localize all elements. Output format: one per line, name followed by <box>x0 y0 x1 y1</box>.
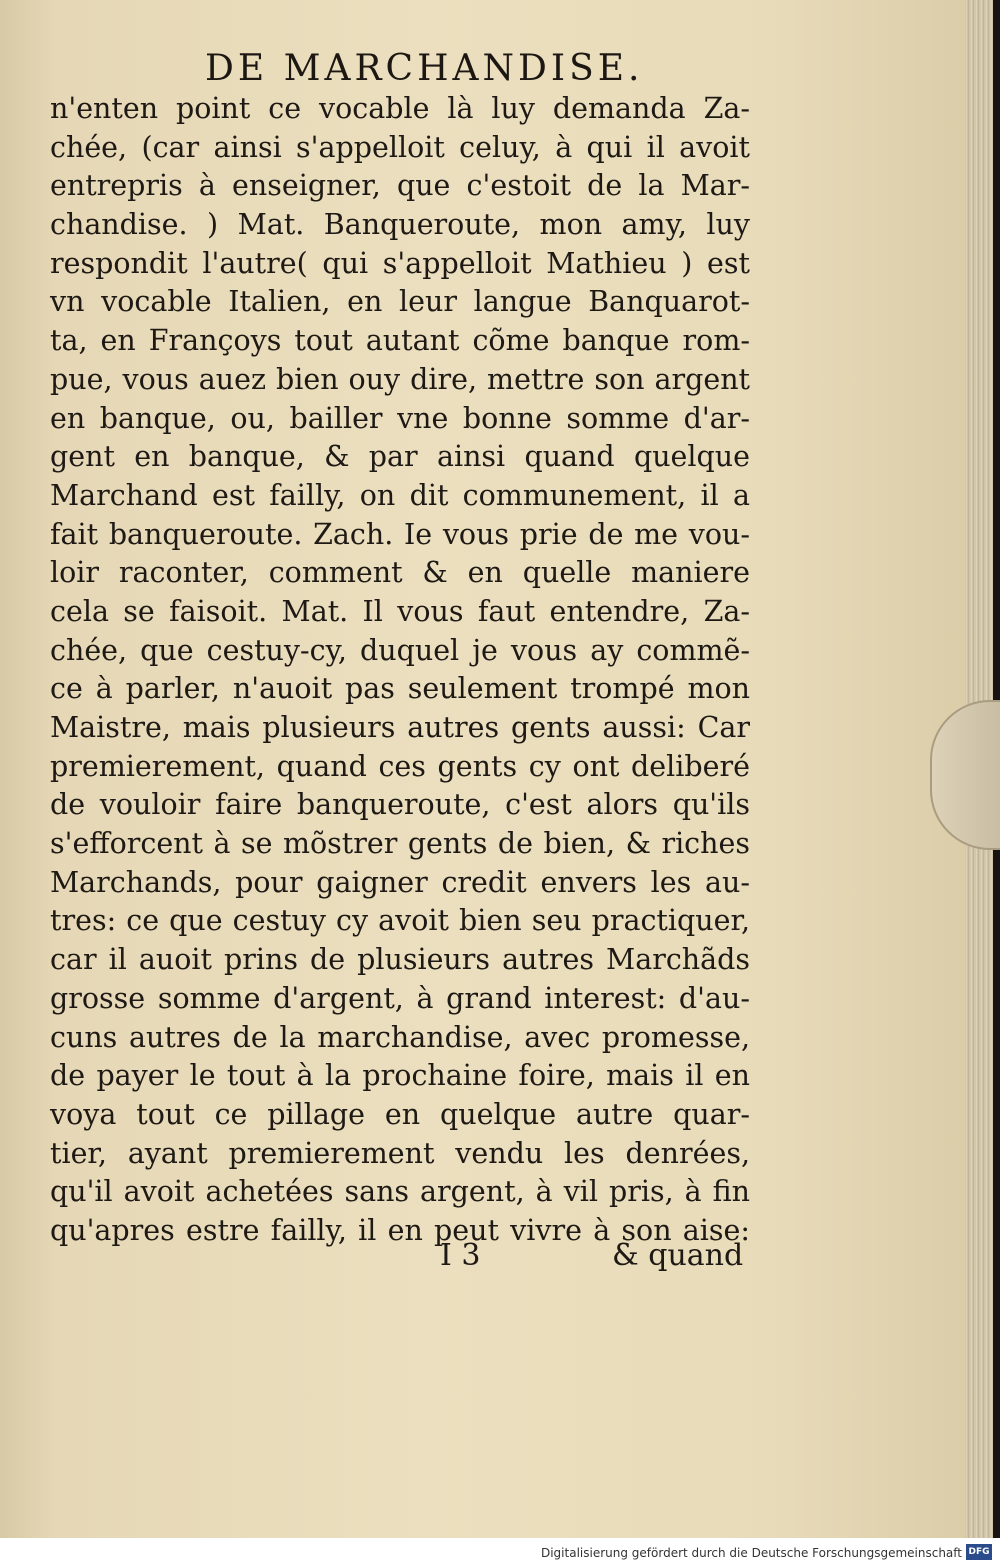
running-head: DE MARCHANDISE. <box>205 48 644 89</box>
text-line: grosse somme d'argent, à grand interest: d'au- <box>50 981 750 1015</box>
dfg-logo-icon: DFG <box>966 1544 992 1560</box>
text-line: de payer le tout à la prochaine foire, mais il en <box>50 1059 750 1093</box>
text-line: fait banqueroute. Zach. Ie vous prie de me vou- <box>50 517 750 551</box>
text-line: qu'apres estre failly, il en peut vivre à son aise: <box>50 1213 750 1247</box>
text-line: cela se faisoit. Mat. Il vous faut entendre, Za- <box>50 594 750 628</box>
signature-mark: I 3 <box>440 1238 481 1273</box>
text-line: gent en banque, & par ainsi quand quelque <box>50 440 750 474</box>
text-line: entrepris à enseigner, que c'estoit de la Mar- <box>50 169 750 203</box>
text-line: Maistre, mais plusieurs autres gents aussi: Car <box>50 711 750 744</box>
text-line: pue, vous auez bien ouy dire, mettre son argent <box>50 362 750 396</box>
text-line: premierement, quand ces gents cy ont deliberé <box>50 749 750 783</box>
text-line: voya tout ce pillage en quelque autre quar- <box>50 1097 750 1131</box>
catchword: & quand <box>612 1238 744 1273</box>
text-line: s'efforcent à se mõstrer gents de bien, & riches <box>50 827 750 861</box>
text-line: en banque, ou, bailler vne bonne somme d'ar- <box>50 401 750 435</box>
text-line: chée, que cestuy-cy, duquel je vous ay commẽ- <box>50 633 750 667</box>
text-line: ce à parler, n'auoit pas seulement trompé mon <box>50 672 750 706</box>
body-text <box>50 90 750 1251</box>
text-line: car il auoit prins de plusieurs autres Marchãds <box>50 943 750 977</box>
text-line: vn vocable Italien, en leur langue Banquarot- <box>50 285 750 319</box>
text-line: chandise. ) Mat. Banqueroute, mon amy, luy <box>50 208 750 242</box>
text-line: cuns autres de la marchandise, avec promesse, <box>50 1020 750 1054</box>
text-line: qu'il avoit achetées sans argent, à vil pris, à fin <box>50 1175 750 1209</box>
text-line: loir raconter, comment & en quelle maniere <box>50 556 750 590</box>
text-line: ta, en Françoys tout autant cõme banque rom- <box>50 324 750 358</box>
text-line: Marchands, pour gaigner credit envers les au- <box>50 865 750 899</box>
funding-credit: Digitalisierung gefördert durch die Deutsche Forschungsgemeinschaft <box>540 1546 962 1560</box>
text-line: n'enten point ce vocable là luy demanda Za- <box>50 92 750 125</box>
text-line: tres: ce que cestuy cy avoit bien seu practiquer, <box>50 904 750 938</box>
text-line: respondit l'autre( qui s'appelloit Mathieu ) est <box>50 246 750 280</box>
text-line: de vouloir faire banqueroute, c'est alors qu'ils <box>50 788 750 822</box>
text-line: Marchand est failly, on dit communement, il a <box>50 478 750 512</box>
text-line: chée, (car ainsi s'appelloit celuy, à qui il avoit <box>50 130 750 164</box>
text-line: tier, ayant premierement vendu les denrées, <box>50 1136 750 1170</box>
